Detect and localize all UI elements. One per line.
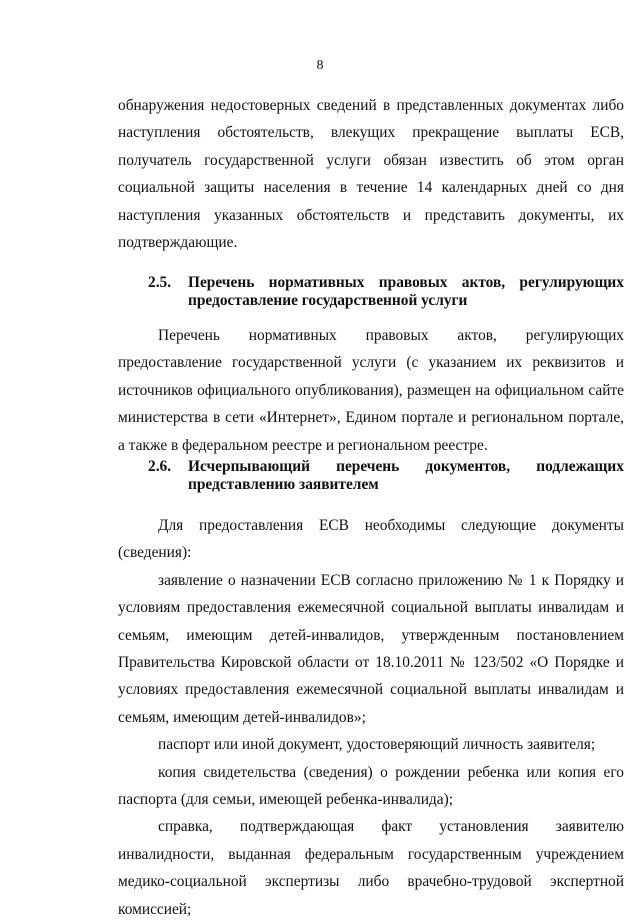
list-item: справка, подтверждающая факт установления заявителю инвалидности, выданная федеральным государственным учреждением медико-социальной экспертизы либо врачебно-трудовой экспертной комиссией;	[118, 818, 624, 918]
section-2-5-paragraph: Перечень нормативных правовых актов, регулирующих предоставление государственной услуги (с указанием их реквизитов и источников официального опубликования), размещен на официальном сайте министерства в сети «Интернет», Едином портале и региональном портале, а также в федеральном реестре и региональном реестре.	[118, 327, 624, 454]
page-number: 8	[316, 58, 324, 73]
section-2-6-title: Исчерпывающий перечень документов, подлежащих представлению заявителем	[188, 458, 624, 493]
section-2-5-heading	[148, 274, 624, 310]
section-2-6-body	[118, 512, 624, 923]
section-2-5-title: Перечень нормативных правовых актов, регулирующих предоставление государственной услуги	[188, 274, 624, 309]
section-2-6-number: 2.6.	[148, 458, 172, 475]
list-item: заявление о назначении ЕСВ согласно приложению № 1 к Порядку и условиям предоставления ежемесячной социальной выплаты инвалидам и семьям, имеющим детей-инвалидов, утвержденным постановлением Правительства Кировской области от 18.10.2011 № 123/502 «О Порядке и условиях предоставления ежемесячной социальной выплаты инвалидам и семьям, имеющим детей-инвалидов»;	[118, 571, 624, 726]
intro-paragraph-block	[118, 92, 624, 256]
section-2-6-intro: Для предоставления ЕСВ необходимы следующие документы (сведения):	[118, 517, 624, 562]
intro-paragraph: обнаружения недостоверных сведений в представленных документах либо наступления обстоятельств, влекущих прекращение выплаты ЕСВ, получатель государственной услуги обязан известить об этом орган социальной защиты населения в течение 14 календарных дней со дня наступления указанных обстоятельств и представить документы, их подтверждающие.	[118, 97, 624, 252]
section-2-5-number: 2.5.	[148, 274, 172, 291]
required-documents-list	[118, 567, 624, 923]
section-2-6-heading	[148, 458, 624, 494]
list-item: паспорт или иной документ, удостоверяющий личность заявителя;	[158, 736, 596, 754]
section-2-5-body	[118, 322, 624, 459]
list-item: копия свидетельства (сведения) о рождении ребенка или копия его паспорта (для семьи, имеющей ребенка-инвалида);	[118, 763, 624, 809]
